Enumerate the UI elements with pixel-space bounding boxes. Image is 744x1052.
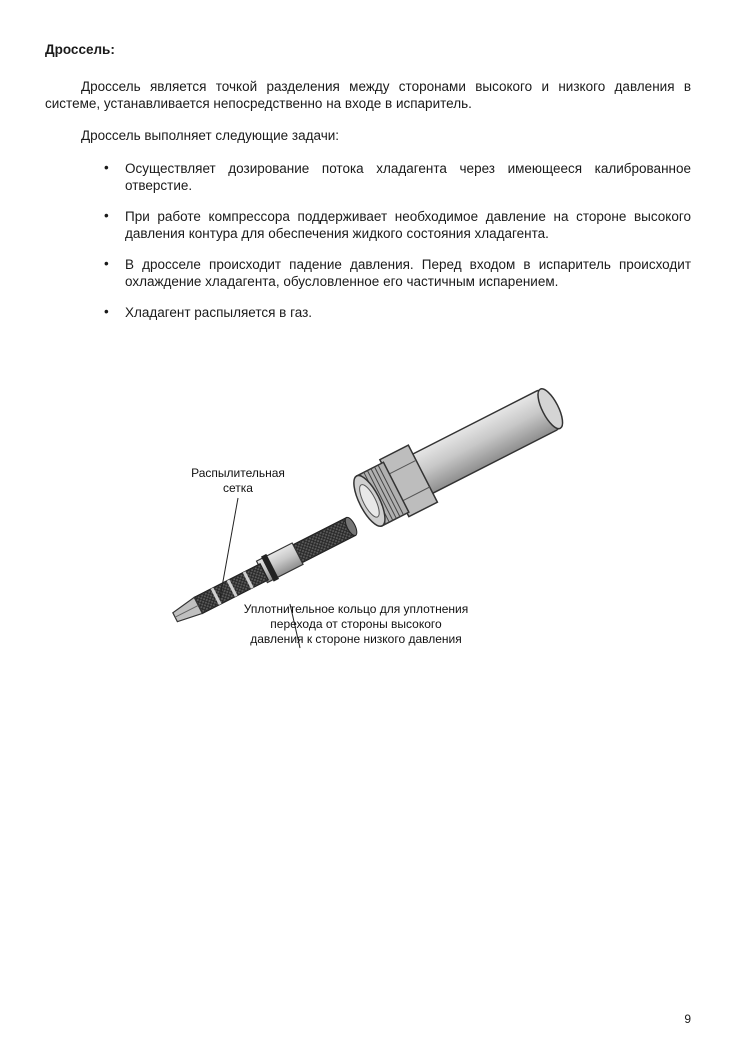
bullet-item: Хладагент распыляется в газ. xyxy=(125,305,313,320)
bullet-marker: • xyxy=(104,256,109,271)
mesh-label-line: Распылительная xyxy=(191,466,285,480)
bullet-item: В дросселе происходит падение давления. Перед входом в испаритель происходит охлаждение хладагента, обусловленное его частичным испарением. xyxy=(125,257,691,289)
tasks-intro xyxy=(45,127,691,144)
bullet-marker: • xyxy=(104,304,109,319)
bullet-item: При работе компрессора поддерживает необходимое давление на стороне высокого давления контура для обеспечения жидкого состояния хладагента. xyxy=(125,209,691,241)
section-heading: Дроссель: xyxy=(45,42,115,57)
bullet-marker: • xyxy=(104,208,109,223)
intro-paragraph xyxy=(45,78,691,112)
ring-label-line: перехода от стороны высокого xyxy=(270,617,442,631)
seal-ring-label xyxy=(226,602,486,647)
pipe-fitting xyxy=(346,380,572,534)
intro-text: Дроссель является точкой разделения между сторонами высокого и низкого давления в системе, устанавливается непосредственно на входе в испаритель. xyxy=(45,79,691,111)
ring-label-line: Уплотнительное кольцо для уплотнения xyxy=(243,602,469,616)
tasks-intro-text: Дроссель выполняет следующие задачи: xyxy=(81,128,340,143)
ring-label-line: давления к стороне низкого давления xyxy=(250,632,462,646)
mesh-label-line: сетка xyxy=(223,481,253,495)
page-number: 9 xyxy=(684,1012,691,1026)
bullet-marker: • xyxy=(104,160,109,175)
bullet-item: Осуществляет дозирование потока хладагента через имеющееся калиброванное отверстие. xyxy=(125,161,691,193)
mesh-label xyxy=(168,466,308,496)
